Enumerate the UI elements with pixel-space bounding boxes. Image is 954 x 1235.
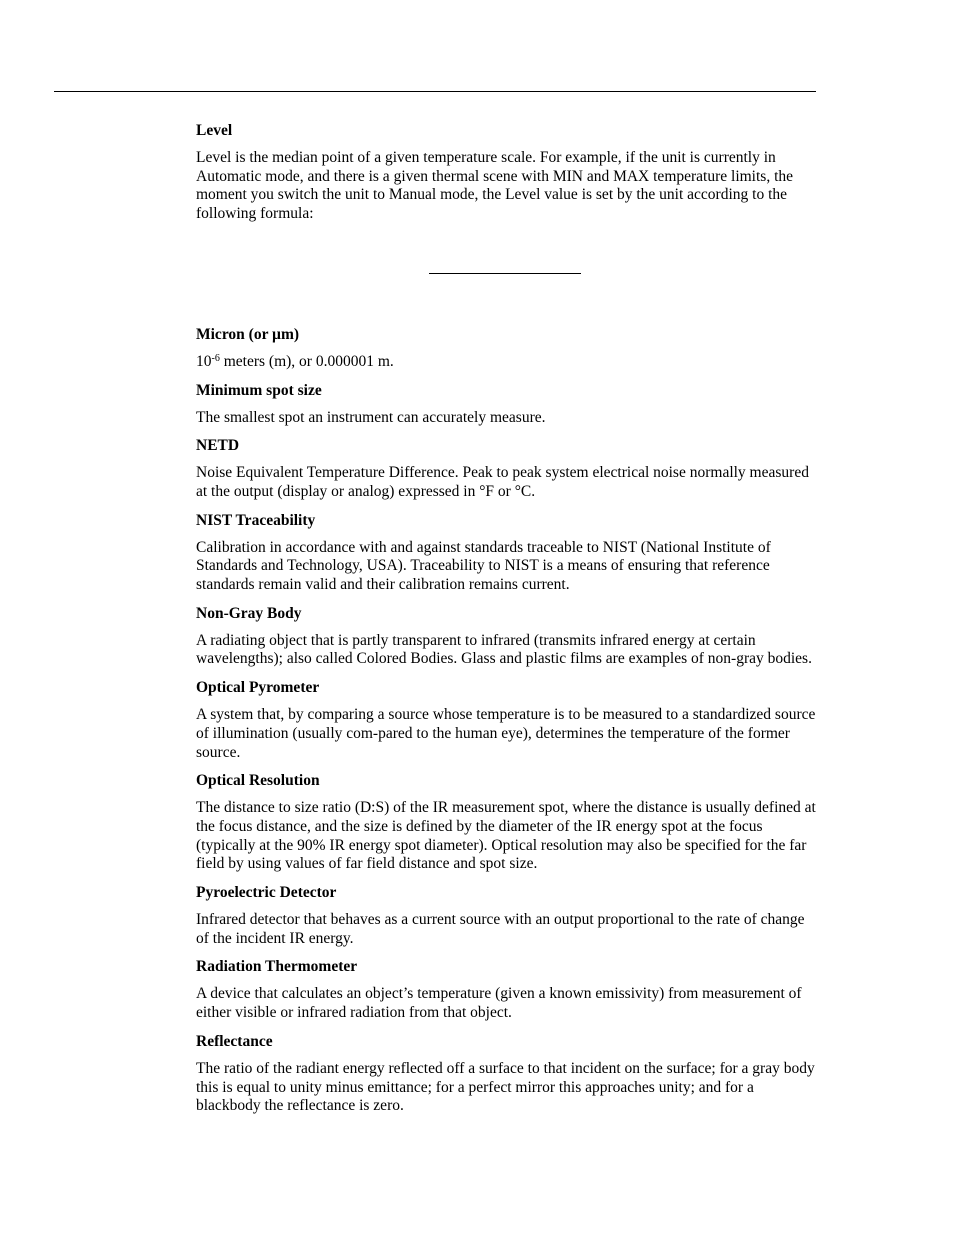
definition-netd: Noise Equivalent Temperature Difference. Peak to peak system electrical noise normally measured at the output (display or analog) expressed in °F or °C. xyxy=(196,464,809,500)
definition-minimum-spot-size: The smallest spot an instrument can accurately measure. xyxy=(196,408,546,426)
term-non-gray-body: Non-Gray Body xyxy=(196,604,302,622)
level-formula xyxy=(196,233,816,325)
definition-radiation-thermometer: A device that calculates an object’s temperature (given a known emissivity) from measurement of either visible or infrared radiation from that object. xyxy=(196,985,802,1022)
term-minimum-spot-size: Minimum spot size xyxy=(196,381,322,399)
term-reflectance: Reflectance xyxy=(196,1032,273,1050)
term-micron: Micron (or µm) xyxy=(196,325,300,343)
formula-fraction-bar xyxy=(429,273,581,274)
definition-nist-traceability: Calibration in accordance with and against standards traceable to NIST (National Institute of Standards and Technology, USA). Traceability to NIST is a means of ensuring that reference standards remain valid and their calibration remains current. xyxy=(196,538,771,594)
term-radiation-thermometer: Radiation Thermometer xyxy=(196,958,358,976)
definition-pyroelectric-detector: Infrared detector that behaves as a current source with an output proportional to the rate of change of the incident IR energy. xyxy=(196,911,805,947)
term-netd: NETD xyxy=(196,437,240,455)
definition-micron: $10^{-6}$ meters (m), or 0.000001 m. xyxy=(196,352,394,370)
term-nist-traceability: NIST Traceability xyxy=(196,511,316,529)
definition-reflectance: The ratio of the radiant energy reflected off a surface to that incident on the surface; for a gray body this is equal to unity minus emittance; for a perfect mirror this approaches unity; and for a blackbody the reflectance is zero. xyxy=(196,1059,815,1115)
definition-non-gray-body: A radiating object that is partly transparent to infrared (transmits infrared energy at certain wavelengths); also called Colored Bodies. Glass and plastic films are examples of non-gray bodies. xyxy=(196,631,812,668)
definition-optical-resolution: The distance to size ratio (D:S) of the IR measurement spot, where the distance is usually defined at the focus distance, and the size is defined by the diameter of the IR energy spot at the focus (typically at the 90% IR energy spot diameter). Optical resolution may also be specified for the far field by using values of far field distance and spot size. xyxy=(196,799,816,873)
glossary-content xyxy=(196,121,816,1125)
term-optical-pyrometer: Optical Pyrometer xyxy=(196,679,320,697)
term-pyroelectric-detector: Pyroelectric Detector xyxy=(196,884,337,902)
definition-optical-pyrometer: A system that, by comparing a source whose temperature is to be measured to a standardized source of illumination (usually com-pared to the human eye), determines the temperature of the former source. xyxy=(196,706,816,761)
header-rule xyxy=(54,91,816,92)
term-level: Level xyxy=(196,122,233,139)
definition-level: Level is the median point of a given temperature scale. For example, if the unit is currently in Automatic mode, and there is a given thermal scene with MIN and MAX temperature limits, the moment you switch the unit to Manual mode, the Level value is set by the unit according to the following formula: xyxy=(196,149,794,223)
term-optical-resolution: Optical Resolution xyxy=(196,772,320,790)
